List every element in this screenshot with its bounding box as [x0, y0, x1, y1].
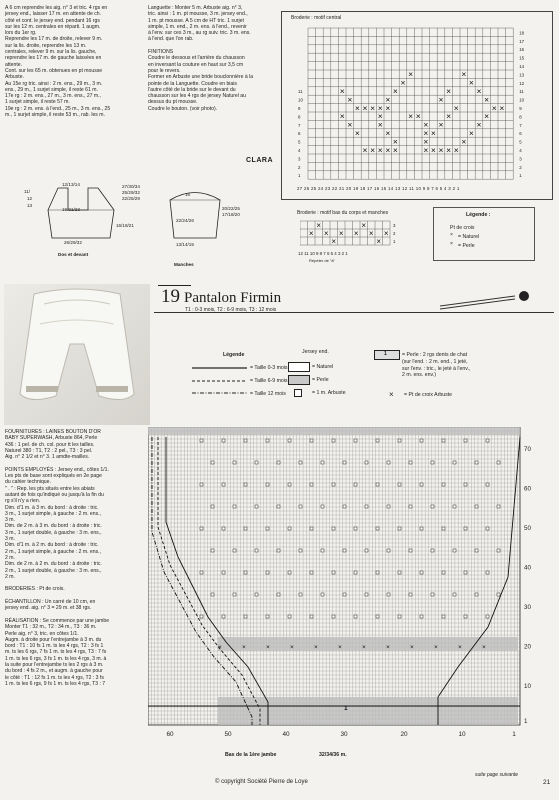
cross-icon: × — [423, 144, 429, 155]
cross-icon: × — [362, 144, 368, 155]
chart-central-right-number: 8 — [519, 114, 522, 120]
cross-icon: × — [392, 86, 398, 96]
cross-icon: × — [339, 86, 345, 96]
cross-icon: × — [339, 111, 345, 122]
dos-measure-7: 22/25/29 — [122, 196, 140, 201]
text-line: Dim. d'1 m. à 3 m. du bord : à droite : tric. — [5, 504, 99, 511]
chart-right-number: 60 — [524, 485, 531, 493]
cross-icon: × — [453, 102, 459, 113]
cross-icon: × — [354, 128, 360, 138]
chart-bottom-number: 20 — [400, 731, 408, 737]
dos-measure-1: 12 — [27, 196, 33, 201]
chart-central-left-number: 1 — [298, 173, 301, 179]
text-line: FINITIONS — [148, 49, 174, 56]
instructions-bottom-left — [5, 429, 145, 687]
size-line-samples — [192, 363, 252, 397]
cross-icon: × — [446, 86, 452, 96]
section-title: Pantalon Firmin — [184, 290, 282, 306]
text-line: autant de fois qu'indiqué ou jusqu'à la fin du — [5, 491, 104, 498]
text-line: 17e rg : 2 m. ens., 27 m., 3 m. ens., 27 m., — [5, 93, 101, 100]
cross-icon: × — [430, 128, 436, 138]
legend-jersey-item-2: = 1 m. Arbuste — [312, 390, 346, 396]
text-line: 2 m. — [5, 554, 15, 561]
dos-measure-3: 12/13/14 — [62, 182, 80, 187]
cross-icon: × — [377, 111, 383, 122]
cross-icon: × — [458, 644, 462, 651]
clara-label: CLARA — [246, 157, 273, 164]
chart-central-right-number: 5 — [519, 139, 522, 145]
cross-icon: × — [314, 644, 318, 651]
cross-icon: × — [450, 232, 454, 238]
chart-central-right-number: 18 — [519, 30, 525, 36]
text-line: reprendre les 17 m. de gauche laissées en — [5, 55, 102, 62]
text-line: A 6 cm reprendre les aig. n° 3 et tric. 4 rgs en — [5, 5, 108, 11]
text-line: FOURNITURES : LAINES BOUTON D'OR — [5, 429, 101, 435]
perle-num-box — [374, 350, 400, 360]
cross-icon: × — [446, 111, 452, 122]
dos-measure-9: 26/29/32 — [64, 240, 82, 245]
text-line: 19e rg : 2 m. ens. à l'end., 25 m., 3 m. ens., 25 — [5, 105, 111, 112]
jersey-perle-swatch — [288, 375, 310, 385]
cross-icon: × — [338, 229, 344, 238]
chart-central-right-number: 13 — [519, 72, 525, 78]
text-line: jersey end., laisser 17 m. en attente de ch. — [5, 11, 101, 18]
text-line: " . " : Rep. les pts situés entre les abiats — [5, 485, 95, 492]
manches-measure-0: 16 — [185, 192, 191, 197]
text-line: sur les 12 m. centrales en réparti. 1 augm. — [5, 23, 101, 30]
cross-icon: × — [308, 229, 314, 238]
text-line: bord : T1 : 10 fs 1 m. ts les 4 rgs, T2 : 3 fs 1 — [5, 643, 104, 650]
text-line: à l'env. sur ces 3 m., au rg suiv. tric. 3 m. ens. — [148, 30, 251, 37]
chart-small-title: Broderie : motif bas du corps et manches — [297, 210, 389, 216]
cross-icon: × — [423, 119, 429, 130]
cross-icon: × — [400, 77, 406, 88]
manches-label: Manches — [174, 262, 194, 267]
text-line: 1 surjet simple, il reste 57 m. — [5, 99, 70, 106]
chart-small-right-number: 2 — [393, 231, 396, 236]
pantalon-photo — [4, 284, 150, 425]
chart-central-right-number: 1 — [519, 173, 522, 179]
cross-icon: × — [415, 111, 421, 122]
text-line: du cahier technique. — [5, 479, 51, 486]
cross-icon: × — [484, 94, 490, 105]
dos-measure-2: 13 — [27, 203, 33, 208]
chart-small-repeat: Répéter de "à" — [309, 258, 335, 263]
text-line: Monter T1 : 32 m., T2 : 34 m., T3 : 36 m. — [5, 624, 97, 631]
legend-jersey-title: Jersey end. — [302, 349, 329, 355]
cross-icon: × — [377, 144, 383, 155]
chart-central-left-number: 9 — [298, 106, 301, 111]
text-line: Coudre le dessous et l'arrière du chausson — [148, 55, 245, 62]
text-line: sur la lis. droite, reprendre les 13 m. — [5, 42, 87, 49]
text-line: 3 m., 1 surjet simple, à gauche : 2 m. ens., — [5, 510, 101, 517]
cross-icon: × — [386, 644, 390, 651]
text-line: Augm. à droite pour l'entrejambe à 3 m. du — [5, 636, 102, 643]
text-line: lors du 1er rg. — [5, 30, 37, 37]
cross-icon: × — [385, 144, 391, 155]
chart-central-title: Broderie : motif central — [291, 15, 342, 21]
chart-central-right-number: 9 — [519, 106, 522, 111]
cross-icon: × — [461, 69, 467, 80]
needles-icon — [440, 290, 530, 312]
text-line: 1 m. ts les 6 rgs, 9 fs 1 m. ts les 4 rgs, T3 : 7 — [5, 680, 106, 687]
legend-top-item-2: = Perle — [458, 243, 475, 249]
legend-size-1: = Taille 6-9 mois — [250, 378, 288, 384]
chart-bottom-number: 1 — [512, 731, 516, 737]
manches-measure-4: 13/14/15 — [176, 242, 194, 247]
cross-icon: × — [446, 144, 452, 155]
chart-central-left-number: 6 — [298, 131, 301, 137]
cross-icon: × — [385, 102, 391, 113]
manches-measure-1: 20/22/25 — [222, 206, 240, 211]
chart-central-left-number: 2 — [298, 164, 301, 170]
dos-measure-4: 19/21/23 — [62, 207, 80, 212]
text-line: Coudre le bouton. (voir photo). — [148, 105, 218, 112]
footer-copyright: © copyright Société Pierre de Loye — [215, 779, 308, 785]
jersey-arbuste-swatch — [294, 389, 302, 397]
dos-measure-8: 16/18/21 — [116, 223, 134, 228]
cross-icon: × — [430, 144, 436, 155]
cross-icon: × — [347, 119, 353, 130]
cross-icon: × — [290, 644, 294, 651]
footer-suite: suite page suivante — [475, 772, 519, 778]
cross-icon: × — [438, 94, 444, 105]
cross-icon: × — [370, 102, 376, 113]
text-line: Reprendre les 17 m. de droite, relever 9 m. — [5, 36, 103, 43]
cross-icon: × — [482, 644, 486, 651]
chart-bottom-number: 30 — [340, 731, 348, 737]
dos-measure-6: 25/29/32 — [122, 190, 140, 195]
cross-icon: × — [491, 102, 497, 113]
jersey-naturel-swatch — [288, 362, 310, 372]
chart-right-number: 50 — [524, 525, 531, 532]
chart-central-left-number: 7 — [298, 122, 301, 128]
chart-small-right-number: 1 — [393, 239, 396, 244]
text-line: Former en Arbuste une bride bouclonnière à la — [148, 74, 254, 81]
cross-icon: × — [468, 77, 474, 88]
chart-small-grid — [300, 219, 400, 249]
text-line: Cont. sur les 65 m. obtenues en pt mousse — [5, 67, 103, 74]
text-line: 2 m., 1 surjet simple, à gauche : 2 m. ens., — [5, 548, 101, 555]
text-line: Aig. n° 2 1/2 et n° 3. 1 amdte-mailles. — [5, 454, 90, 461]
dos-measure-0: 11/ — [24, 189, 31, 194]
text-line: la suite pour l'entrejambe ts les 2 rgs à 3 m. — [5, 661, 104, 668]
text-line: Arbuste. — [5, 74, 24, 81]
text-line: 436 : 1 pel. de ch. col. pour tt les tailles. — [5, 441, 95, 448]
chart-right-number: 20 — [524, 643, 531, 651]
perle-text: = Perle : 2 rgs dents de chat (sur l'end. : 2 m. end., 1 jeté, sur l'env. : tric., le jeté à l'env., 2 m. ens. env.) — [402, 352, 471, 379]
cross-icon: × — [353, 229, 359, 238]
text-line: 3 m. — [5, 517, 15, 524]
text-line: ens., 29 m., 1 surjet simple, il reste 61 m. — [5, 86, 98, 93]
cross-icon: × — [338, 644, 342, 651]
cross-icon: × — [331, 237, 337, 246]
cross-icon: × — [316, 221, 322, 230]
cross-icon: × — [453, 144, 459, 155]
instructions-top-left — [5, 5, 143, 118]
text-line: BRODERIES : Pt de croix. — [5, 586, 65, 593]
text-line: Dim. d'1 m. à 2 m. du bord : à droite : tric. — [5, 542, 99, 549]
chart-right-number: 40 — [524, 564, 531, 572]
chart-bottom-label-2: 32/34/36 m. — [319, 752, 347, 758]
chart-central-grid — [298, 26, 528, 186]
chart-central-right-number: 4 — [519, 148, 522, 153]
cross-icon: × — [438, 119, 444, 130]
instructions-top-middle — [148, 5, 276, 112]
cross-icon: × — [423, 128, 429, 138]
legend-size-2: = Taille 12 mois — [250, 391, 286, 397]
pantalon-chart-grid — [148, 427, 543, 737]
cross-icon: × — [376, 237, 382, 246]
chart-central-bottom-numbers: 27 26 25 24 23 22 21 20 19 18 17 16 15 14 13 12 11 10 9 8 7 6 5 4 3 2 1 — [297, 186, 460, 191]
croix-text: = Pt de croix Arbuste — [404, 392, 453, 398]
chart-central-right-number: 3 — [519, 156, 522, 162]
cross-icon: × — [476, 86, 482, 96]
text-line: RÉALISATION : Se commence par une jambe — [5, 617, 110, 624]
cross-icon: × — [484, 111, 490, 122]
text-line: Les pts de base sont expliqués en 2e page — [5, 473, 102, 480]
legend-jersey-item-0: = Naturel — [312, 364, 334, 370]
text-line: Dim. de 2 m. à 3 m. du bord : à droite : tric. — [5, 523, 102, 530]
text-line: Au 15e rg tric. ainsi : 2 m. ens., 29 m., 3 m. — [5, 80, 103, 87]
cross-icon: × — [392, 136, 398, 147]
text-line: Languette : Monter 5 m. Arbuste aig. n° 3, — [148, 5, 243, 11]
cross-icon: × — [218, 644, 222, 651]
cross-icon: × — [468, 128, 474, 138]
cross-icon: × — [266, 644, 270, 651]
chart-small-right-number: 3 — [393, 223, 396, 228]
text-line: m., 1 surjet simple, il reste 53 m., rab. les m. — [5, 112, 105, 119]
text-line: 3 m. — [5, 536, 15, 543]
text-line: attente. — [5, 61, 22, 68]
chart-central-right-number: 7 — [519, 122, 522, 128]
section-number: 19 — [161, 286, 180, 307]
text-line: du bord : 4 fs 2 m., et augm. à gauche pour — [5, 668, 103, 675]
chart-central-right-number: 14 — [519, 64, 525, 69]
chart-bottom-number: 10 — [458, 731, 466, 737]
manches-measure-2: 17/18/20 — [222, 212, 240, 217]
cross-icon: × — [385, 94, 391, 105]
cross-icon: × — [476, 119, 482, 130]
cross-icon: × — [323, 229, 329, 238]
text-line: 1 m. pt mousse. A 5 cm de HT tric. 1 surjet — [148, 17, 244, 24]
text-line: en inversant la couture en haut sur 3,5 cm — [148, 61, 244, 68]
text-line: côté et cont. le jersey end. pendant 16 rgs — [5, 17, 100, 24]
cross-icon: × — [434, 644, 438, 651]
text-line: pour le revers. — [148, 67, 181, 74]
cross-icon: × — [438, 144, 444, 155]
title-rule — [154, 312, 554, 313]
text-line: POINTS EMPLOYÉS : Jersey end., côtes 1/1. — [5, 466, 109, 473]
chart-central-right-number: 15 — [519, 55, 525, 61]
text-line: 1 m. ts les 6 rgs, 3 fs 1 m. ts les 4 rgs, 3 m. à — [5, 655, 107, 662]
chart-central-right-number: 12 — [519, 80, 525, 86]
text-line: ÉCHANTILLON : Un carré de 10 cm, en — [5, 599, 96, 606]
chart-central-right-number: 17 — [519, 38, 525, 44]
chart-right-number: 1 — [524, 718, 528, 725]
cross-icon: × — [392, 144, 398, 155]
cross-icon: × — [347, 94, 353, 105]
chart-small-bottom-numbers: 12 11 10 9 8 7 6 5 4 3 2 1 — [298, 251, 348, 256]
text-line: le côté : T1 : 12 fs 1 m. ts les 4 rgs, T2 : 3 fs — [5, 674, 104, 681]
dos-measure-5: 27/30/34 — [122, 184, 140, 189]
chart-central-left-number: 5 — [298, 139, 301, 145]
text-line: rg s'il n'y a rien. — [5, 498, 41, 505]
text-line: 3 m., 1 surjet double, à gauche : 3 m. ens., — [5, 529, 102, 536]
text-line: tric. ainsi : 1 m. pt mousse, 3 m. jersey end., — [148, 11, 248, 18]
footer-page-number: 21 — [543, 779, 551, 786]
legend-bottom-title: Légende — [223, 352, 245, 358]
chart-right-number: 30 — [524, 604, 531, 611]
chart-bottom-number: 60 — [166, 731, 174, 737]
manches-measure-3: 22/24/26 — [176, 218, 194, 223]
chart-central-right-number: 6 — [519, 131, 522, 137]
legend-size-0: = Taille 0-3 mois — [250, 365, 288, 371]
cross-icon: × — [242, 644, 246, 651]
text-line: Dim. de 2 m. à 2 m. du bord : à droite : tric. — [5, 561, 102, 568]
text-line: chausson sur les 4 rgs de jersey Naturel au — [148, 93, 246, 100]
cross-icon: × — [450, 241, 454, 247]
legend-top-item-1: = Naturel — [458, 234, 480, 240]
cross-icon: × — [370, 144, 376, 155]
cross-icon: × — [408, 69, 414, 80]
perle-num: 1 — [384, 351, 387, 357]
cross-icon: × — [377, 119, 383, 130]
chart-central-right-number: 2 — [519, 164, 522, 170]
cross-icon: × — [461, 136, 467, 147]
chart-central-left-number: 4 — [298, 148, 301, 153]
cross-icon: × — [383, 229, 389, 238]
chart-bottom-label-1: Bas de la 1ère jambe — [225, 752, 277, 758]
chart-center-number: 1 — [344, 705, 348, 712]
pants-illustration — [4, 284, 150, 425]
legend-jersey-item-1: = Perle — [312, 377, 329, 383]
text-line: centrales, relever 9 m. sur la lis. gauche, — [5, 49, 97, 56]
text-line: m. ts les 6 rgs, 7 fs 1 m. ts les 4 rgs, T3 : 7 fs — [5, 649, 107, 656]
cross-icon: × — [368, 229, 374, 238]
cross-icon: × — [410, 644, 414, 651]
cross-icon: × — [408, 111, 414, 122]
text-line: l'autre côté de la bride sur le devant du — [148, 86, 236, 93]
chart-central-left-number: 11 — [298, 89, 303, 95]
chart-right-number: 10 — [524, 683, 531, 690]
text-line: jersey end. aig. n° 3 = 29 m. et 38 rgs. — [5, 605, 92, 612]
text-line: Naturel 380 : T1, T2 : 2 pel., T3 : 3 pel. — [5, 447, 93, 454]
chart-bottom-number: 50 — [224, 731, 232, 737]
cross-icon: × — [499, 102, 505, 113]
text-line: Perle aig. n° 3, tric. en côtes 1/1. — [5, 630, 79, 637]
schema-drawings — [30, 180, 280, 280]
legend-top-item-0: Pt de croix — [450, 225, 475, 231]
cross-icon: × — [362, 644, 366, 651]
text-line: dessus du pt mousse. — [148, 99, 198, 106]
dos-label: Dos et devant — [58, 252, 89, 257]
text-line: pointe de la Languette. Coudre en biais — [148, 80, 237, 87]
chart-central-left-number: 3 — [298, 156, 301, 162]
cross-icon: × — [354, 102, 360, 113]
cross-icon: × — [361, 221, 367, 230]
chart-central-right-number: 10 — [519, 97, 525, 103]
chart-bottom-number: 40 — [282, 731, 290, 737]
text-line: 2 m. — [5, 573, 15, 580]
chart-central-left-number: 10 — [298, 97, 303, 103]
cross-icon: × — [423, 136, 429, 147]
chart-central-right-number: 11 — [519, 89, 524, 95]
legend-top-title: Légende : — [466, 212, 491, 218]
chart-right-number: 70 — [524, 446, 531, 453]
chart-central-right-number: 16 — [519, 47, 525, 53]
cross-icon: × — [385, 128, 391, 138]
cross-icon: × — [389, 390, 394, 399]
chart-central-left-number: 8 — [298, 114, 301, 120]
text-line: 2 m., 1 surjet double, à gauche : 3 m. ens., — [5, 567, 102, 574]
cross-icon: × — [362, 102, 368, 113]
sizes-subtitle: T1 : 0-3 mois, T2 : 6-9 mois, T3 : 12 mois — [185, 307, 277, 313]
text-line: à l'end. que l'on rab. — [148, 36, 194, 43]
cross-icon: × — [377, 102, 383, 113]
text-line: BABY SUPERWASH, Arbuste 864, Perle — [5, 435, 98, 442]
text-line: simple, 1 m. end., 2 m. ens. à l'end., revenir — [148, 23, 247, 30]
